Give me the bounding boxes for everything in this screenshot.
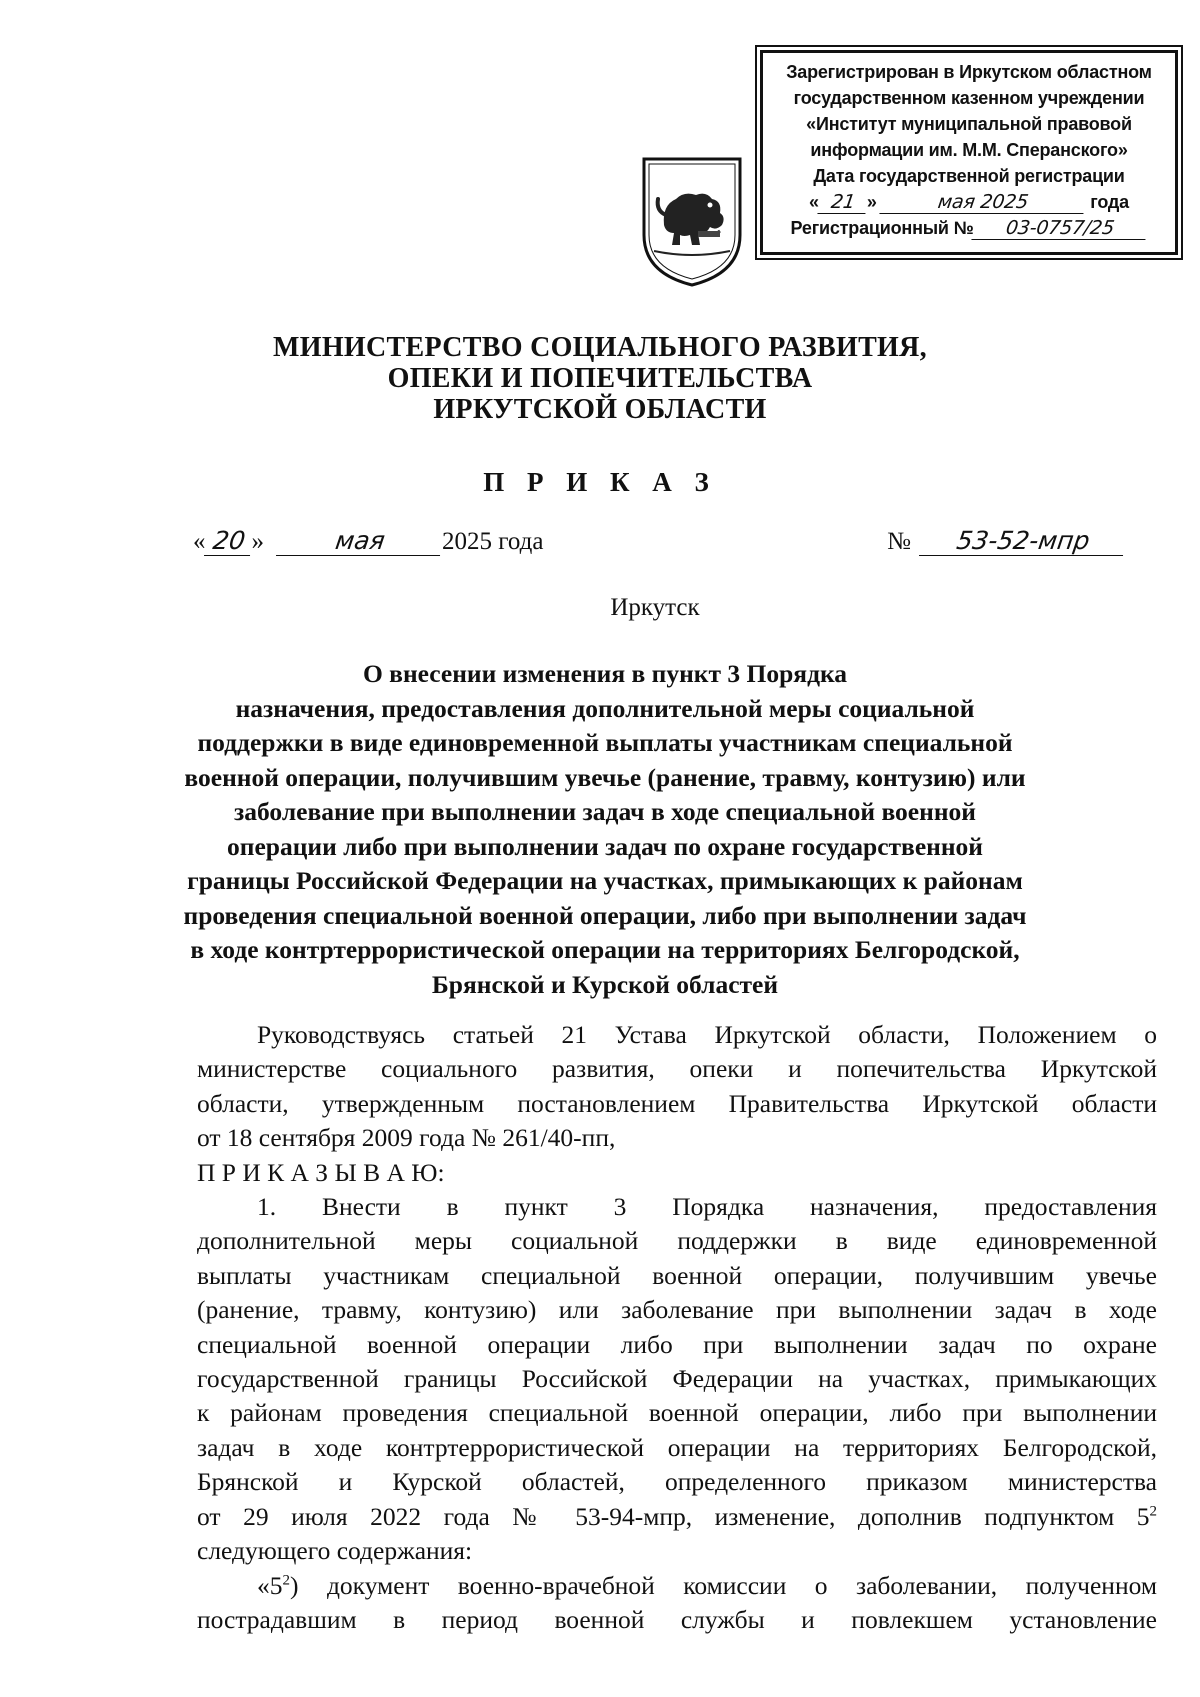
subject-line: операции либо при выполнении задач по охране государственной [227,831,983,861]
body-line: от 18 сентября 2009 года № 261/40-пп, [197,1123,616,1153]
body-line: пострадавшим в период военной службы и повлекшем установление [197,1604,1157,1634]
stamp-reg-number: 03-0757/25 [972,217,1149,240]
subject-line: Брянской и Курской областей [431,969,779,999]
body-line-with-sup [197,1500,1157,1534]
stamp-line-3: «Институт муниципальной правовой [806,114,1132,134]
order-date-open-quote: « [193,528,206,555]
order-date-day: 20 [203,527,253,556]
stamp-line-1: Зарегистрирован в Иркутском областном [786,62,1152,82]
stamp-date-close-quote: » [866,192,877,212]
subject-line: проведения специальной военной операции, либо при выполнении задач [183,900,1027,930]
body-line: следующего содержания: [197,1536,473,1566]
body-line: министерстве социального развития, опеки и попечительства Иркутской [197,1054,1157,1084]
order-title: П Р И К А З [483,467,717,497]
stamp-reg-line [763,215,1175,241]
body-line: Руководствуясь статьей 21 Устава Иркутской области, Положением о [257,1020,1157,1049]
order-subject [150,657,1060,1002]
ministry-line-2: ОПЕКИ И ПОПЕЧИТЕЛЬСТВА [387,363,813,394]
subject-line: границы Российской Федерации на участках, примыкающих к районам [187,866,1023,895]
subject-line: заболевание при выполнении задач в ходе специальной военной [234,797,976,826]
quote-prefix: «5 [257,1570,283,1600]
body-line: задач в ходе контртеррористической операции на территориях Белгородской, [197,1432,1157,1462]
body-line: (ранение, травму, контузию) или заболевание при выполнении задач в ходе [197,1295,1157,1325]
body-line-text: ) документ военно-врачебной комиссии о заболевании, полученном [290,1570,1157,1600]
stamp-line-2: государственном казенном учреждении [793,88,1145,108]
order-number [887,527,1125,556]
subject-line: военной операции, получившим увечье (ранение, травму, контузию) или [184,762,1026,792]
subject-line: поддержки в виде единовременной выплаты участникам специальной [197,728,1013,757]
city-name: Иркутск [610,594,700,621]
body-line: к районам проведения специальной военной операции, либо при выполнении [197,1398,1157,1428]
subject-line: О внесении изменения в пункт 3 Порядка [362,659,848,688]
body-line: выплаты участникам специальной военной операции, получившим увечье [197,1260,1157,1290]
stamp-date-open-quote: « [809,192,819,212]
order-date-month: мая [276,527,444,556]
body-line: дополнительной меры социальной поддержки в виде единовременной [197,1226,1157,1256]
stamp-date-line [763,189,1175,215]
body-line-text: от 29 июля 2022 года № 53-94-мпр, изменение, дополнив подпунктом 5 [197,1501,1150,1531]
stamp-date-day: 21 [817,191,868,214]
coat-of-arms-icon [640,155,744,289]
subject-line: в ходе контртеррористической операции на территориях Белгородской, [190,935,1020,964]
order-date-row [193,527,1153,563]
stamp-date-suffix: года [1090,192,1129,212]
body-line: 1. Внести в пункт 3 Порядка назначения, предоставления [257,1192,1157,1222]
body-line-with-sup [197,1569,1157,1603]
body-line: Брянской и Курской областей, определенного приказом министерства [197,1467,1157,1497]
stamp-reg-label: Регистрационный № [790,218,974,238]
order-date [193,527,543,556]
superscript: 2 [282,1572,290,1588]
subject-line: назначения, предоставления дополнительной меры социальной [235,693,975,723]
order-date-close-quote: » [251,528,264,555]
order-date-year: 2025 года [442,528,544,555]
order-body [197,1018,1157,1637]
stamp-date-month-year: мая 2025 [880,191,1087,214]
stamp-line-5: Дата государственной регистрации [813,166,1125,186]
ministry-title [0,332,1200,425]
body-line: специальной военной операции либо при выполнении задач по охране [197,1329,1157,1359]
body-line: государственной границы Российской Федерации на участках, примыкающих [197,1364,1157,1394]
order-number-label: № [887,528,911,555]
stamp-line-4: информации им. М.М. Сперанского» [810,140,1128,160]
order-number-value: 53-52-мпр [919,527,1127,556]
order-word: П Р И К А З Ы В А Ю: [197,1157,445,1187]
superscript: 2 [1149,1503,1157,1520]
registration-stamp [760,50,1178,255]
ministry-line-1: МИНИСТЕРСТВО СОЦИАЛЬНОГО РАЗВИТИЯ, [273,332,927,363]
ministry-line-3: ИРКУТСКОЙ ОБЛАСТИ [433,394,767,425]
body-line: области, утвержденным постановлением Правительства Иркутской области [197,1088,1157,1118]
